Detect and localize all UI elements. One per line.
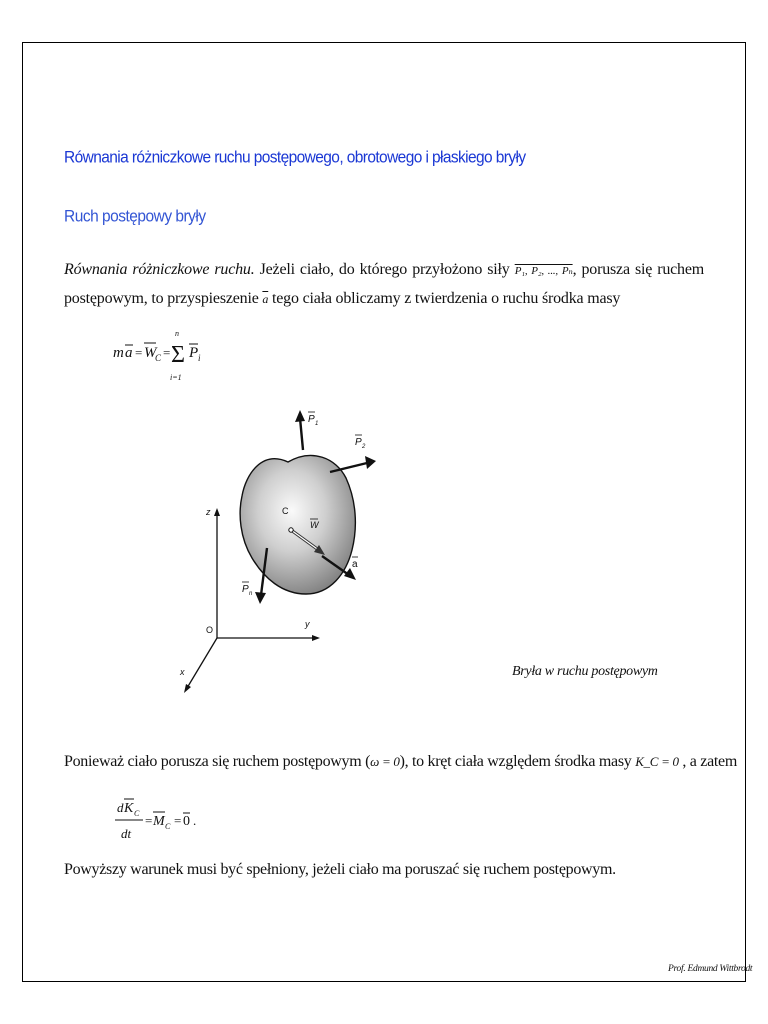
- svg-text:C: C: [165, 822, 171, 831]
- paragraph-intro-text-a: Jeżeli ciało, do którego przyłożono siły: [254, 261, 515, 278]
- label-p2-sub: 2: [362, 444, 366, 450]
- paragraph2-text-c: , a zatem: [678, 753, 738, 770]
- label-p1-sub: 1: [315, 421, 319, 427]
- svg-text:n: n: [175, 329, 179, 338]
- svg-text:P: P: [189, 345, 199, 361]
- svg-text:i: i: [198, 353, 201, 363]
- paragraph-intro: [64, 256, 704, 313]
- svg-text:=: =: [174, 813, 182, 828]
- svg-text:d: d: [117, 800, 124, 815]
- section-heading: Ruch postępowy bryły: [64, 207, 206, 226]
- forces-expression: P₁, P₂, ..., Pₙ: [514, 265, 573, 277]
- label-y: y: [305, 619, 310, 629]
- figure-caption: Bryła w ruchu postępowym: [512, 664, 658, 679]
- rigid-body-shape: [240, 455, 355, 594]
- formula-mass-acceleration: [113, 326, 213, 386]
- svg-text:M: M: [153, 814, 165, 829]
- paragraph-intro-text-b: , porusza się ruchem postępowym, to przyspieszenie: [64, 261, 704, 307]
- kc-expression: K_C = 0: [635, 754, 679, 769]
- svg-text:C: C: [134, 809, 140, 818]
- mass-center-point: [289, 528, 293, 532]
- label-p1: P: [308, 414, 315, 425]
- svg-text:a: a: [125, 345, 133, 361]
- label-z: z: [206, 507, 211, 517]
- svg-text:=: =: [163, 345, 171, 360]
- svg-text:Σ: Σ: [171, 342, 185, 368]
- label-pn-sub: n: [249, 591, 253, 597]
- paragraph-conclusion: Powyższy warunek musi być spełniony, jeżeli ciało ma poruszać się ruchem postępowym.: [64, 861, 616, 878]
- svg-text:0: 0: [183, 814, 190, 829]
- rigid-body-figure: [170, 400, 410, 700]
- svg-text:C: C: [155, 353, 162, 363]
- svg-text:=: =: [135, 345, 143, 360]
- paragraph2-text-a: Ponieważ ciało porusza się ruchem postępowym (: [64, 753, 371, 770]
- label-a: a: [352, 559, 358, 570]
- formula-angular-momentum: [113, 790, 213, 850]
- label-o: O: [206, 625, 214, 635]
- svg-text:=: =: [145, 813, 153, 828]
- label-c: C: [282, 506, 289, 516]
- svg-text:.: .: [193, 813, 197, 828]
- omega-expression: ω = 0: [370, 754, 400, 769]
- svg-text:dt: dt: [121, 826, 132, 841]
- label-pn: P: [242, 584, 249, 595]
- svg-text:i=1: i=1: [170, 373, 182, 382]
- paragraph2-text-b: ), to kręt ciała względem środka masy: [399, 753, 636, 770]
- accel-symbol: $\overline{a}$: [262, 292, 269, 306]
- paragraph-angular-momentum: [64, 753, 737, 771]
- label-p2: P: [355, 437, 362, 448]
- svg-text:m: m: [113, 345, 124, 361]
- footer-author: Prof. Edmund Wittbrodt: [668, 964, 753, 974]
- label-w: W: [310, 520, 319, 530]
- italic-lead: Równania różniczkowe ruchu.: [64, 261, 255, 278]
- svg-text:K: K: [124, 801, 134, 816]
- label-x: x: [180, 667, 185, 677]
- svg-text:W: W: [144, 345, 157, 361]
- document-title: Równania różniczkowe ruchu postępowego, obrotowego i płaskiego bryły: [64, 148, 526, 167]
- paragraph-intro-text-c: tego ciała obliczamy z twierdzenia o ruchu środka masy: [268, 290, 621, 307]
